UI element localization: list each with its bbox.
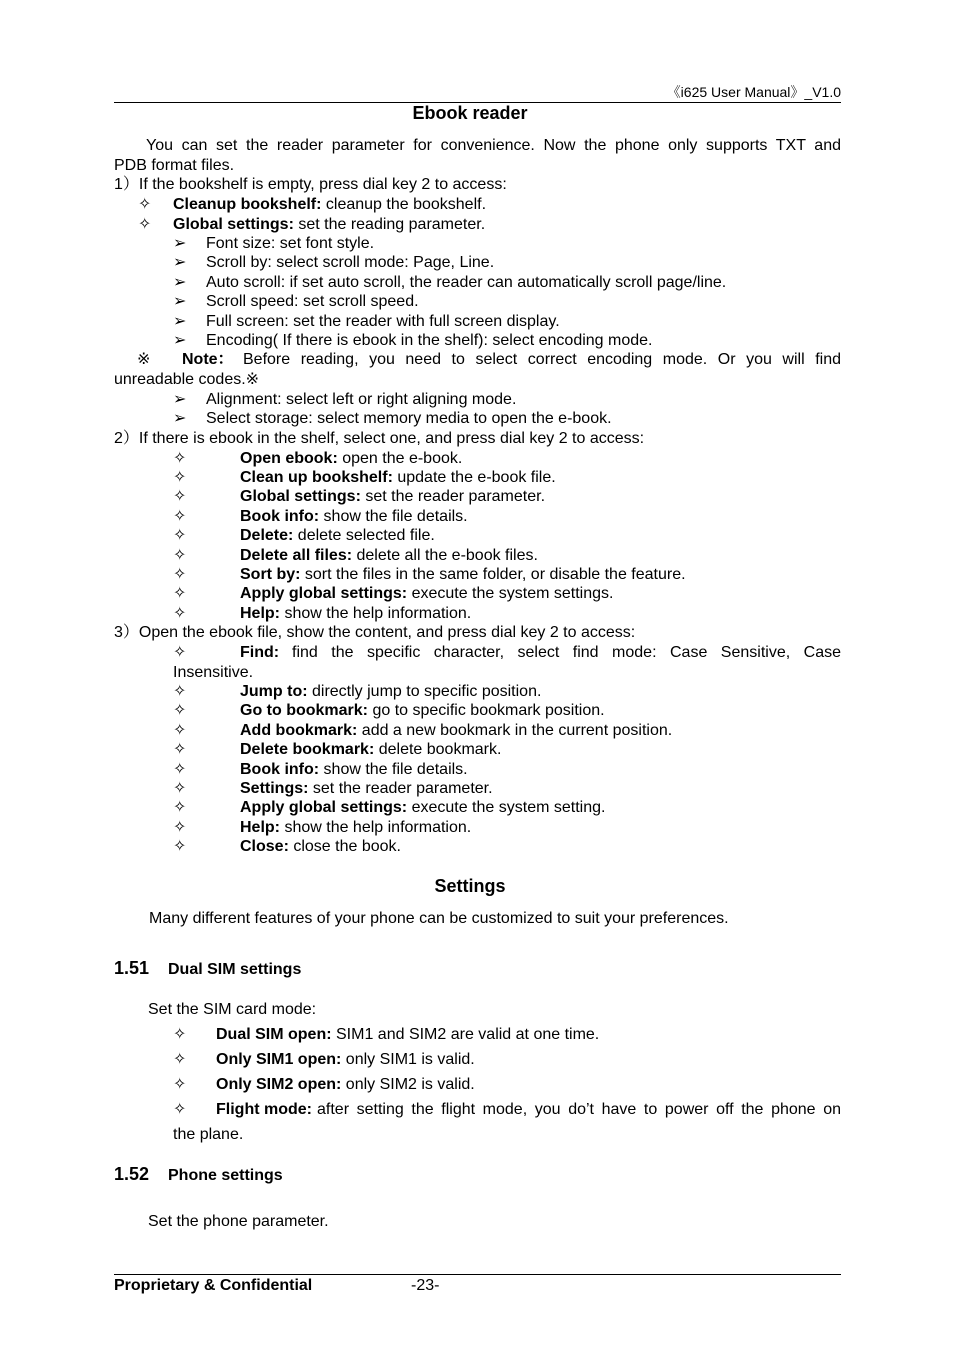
- diamond-icon: ✧: [138, 216, 152, 233]
- section-title: Phone settings: [168, 1167, 283, 1184]
- ebook-step1: 1）If the bookshelf is empty, press dial key 2 to access:: [114, 176, 507, 193]
- section-title: Dual SIM settings: [168, 961, 302, 978]
- diamond-icon: ✧: [173, 566, 187, 583]
- ebook-intro-line2: PDB format files.: [114, 157, 235, 174]
- flight-label: Flight mode:: [216, 1101, 312, 1118]
- sub-list-item: Auto scroll: if set auto scroll, the reader can automatically scroll page/line.: [206, 274, 727, 291]
- arrow-icon: ➢: [173, 332, 187, 349]
- list-item: Delete: delete selected file.: [240, 527, 435, 544]
- settings-intro: Many different features of your phone can be customized to suit your preferences.: [149, 910, 729, 927]
- find-text: find the specific character, select find mode: Case Sensitive, Case: [292, 644, 841, 661]
- arrow-icon: ➢: [173, 391, 187, 408]
- section-number: 1.51: [114, 958, 150, 978]
- list-item: Help: show the help information.: [240, 819, 472, 836]
- ebook-step3: 3）Open the ebook file, show the content, and press dial key 2 to access:: [114, 624, 636, 641]
- section-number: 1.52: [114, 1164, 150, 1184]
- list-item: Global settings: set the reader parameter.: [240, 488, 546, 505]
- diamond-icon: ✧: [173, 585, 187, 602]
- list-item: Close: close the book.: [240, 838, 401, 855]
- footer-rule: [114, 1274, 841, 1275]
- diamond-icon: ✧: [173, 799, 187, 816]
- diamond-icon: ✧: [173, 780, 187, 797]
- arrow-icon: ➢: [173, 235, 187, 252]
- diamond-icon: ✧: [173, 488, 187, 505]
- diamond-icon: ✧: [173, 722, 187, 739]
- list-item: Book info: show the file details.: [240, 761, 468, 778]
- note-line2: unreadable codes.※: [114, 371, 260, 388]
- phone-intro: Set the phone parameter.: [148, 1213, 329, 1230]
- note-line1: Before reading, you need to select correct encoding mode. Or you will find: [243, 351, 841, 368]
- list-item: Delete bookmark: delete bookmark.: [240, 741, 502, 758]
- list-item: Cleanup bookshelf: cleanup the bookshelf.: [173, 196, 487, 213]
- list-item: Book info: show the file details.: [240, 508, 468, 525]
- arrow-icon: ➢: [173, 313, 187, 330]
- diamond-icon: ✧: [173, 1026, 187, 1043]
- list-item: Clean up bookshelf: update the e-book file.: [240, 469, 556, 486]
- arrow-icon: ➢: [173, 254, 187, 271]
- sub-list-item: Full screen: set the reader with full screen display.: [206, 313, 560, 330]
- sub-list-item: Font size: set font style.: [206, 235, 375, 252]
- diamond-icon: ✧: [173, 819, 187, 836]
- flight-cont: the plane.: [173, 1126, 244, 1143]
- sub-list-item: Encoding( If there is ebook in the shelf): select encoding mode.: [206, 332, 653, 349]
- diamond-icon: ✧: [173, 761, 187, 778]
- diamond-icon: ✧: [173, 508, 187, 525]
- flight-text: after setting the flight mode, you do’t have to power off the phone on: [317, 1101, 841, 1118]
- diamond-icon: ✧: [173, 605, 187, 622]
- note-mark: ※: [137, 351, 151, 368]
- diamond-icon: ✧: [173, 1051, 187, 1068]
- dual-sim-intro: Set the SIM card mode:: [148, 1001, 317, 1018]
- diamond-icon: ✧: [138, 196, 152, 213]
- list-item: Settings: set the reader parameter.: [240, 780, 493, 797]
- diamond-icon: ✧: [173, 527, 187, 544]
- sub-list-item: Select storage: select memory media to open the e-book.: [206, 410, 612, 427]
- footer-confidential: Proprietary & Confidential: [114, 1277, 313, 1294]
- list-item: Help: show the help information.: [240, 605, 472, 622]
- diamond-icon: ✧: [173, 1101, 187, 1118]
- arrow-icon: ➢: [173, 410, 187, 427]
- note-label: Note：: [182, 351, 234, 368]
- list-item: Sort by: sort the files in the same folder, or disable the feature.: [240, 566, 686, 583]
- sub-list-item: Alignment: select left or right aligning mode.: [206, 391, 517, 408]
- ebook-intro-line1: You can set the reader parameter for convenience. Now the phone only supports TXT and: [146, 137, 841, 154]
- diamond-icon: ✧: [173, 702, 187, 719]
- list-item: Delete all files: delete all the e-book files.: [240, 547, 538, 564]
- ebook-title: Ebook reader: [412, 103, 528, 123]
- list-item: Go to bookmark: go to specific bookmark position.: [240, 702, 605, 719]
- diamond-icon: ✧: [173, 450, 187, 467]
- list-item: Jump to: directly jump to specific position.: [240, 683, 542, 700]
- find-cont: Insensitive.: [173, 664, 254, 681]
- settings-title: Settings: [434, 876, 506, 896]
- list-item: Only SIM1 open: only SIM1 is valid.: [216, 1051, 475, 1068]
- arrow-icon: ➢: [173, 293, 187, 310]
- diamond-icon: ✧: [173, 838, 187, 855]
- manual-header: 《i625 User Manual》_V1.0: [666, 84, 841, 100]
- ebook-step2: 2）If there is ebook in the shelf, select one, and press dial key 2 to access:: [114, 430, 645, 447]
- list-item: Global settings: set the reading parameter.: [173, 216, 486, 233]
- sub-list-item: Scroll speed: set scroll speed.: [206, 293, 419, 310]
- diamond-icon: ✧: [173, 741, 187, 758]
- list-item: Add bookmark: add a new bookmark in the current position.: [240, 722, 673, 739]
- diamond-icon: ✧: [173, 1076, 187, 1093]
- list-item: Apply global settings: execute the system settings.: [240, 585, 614, 602]
- arrow-icon: ➢: [173, 274, 187, 291]
- list-item: Apply global settings: execute the system setting.: [240, 799, 606, 816]
- diamond-icon: ✧: [173, 683, 187, 700]
- list-item: Only SIM2 open: only SIM2 is valid.: [216, 1076, 475, 1093]
- list-item: Dual SIM open: SIM1 and SIM2 are valid at one time.: [216, 1026, 600, 1043]
- list-item: Open ebook: open the e-book.: [240, 450, 463, 467]
- find-label: Find:: [240, 644, 280, 661]
- diamond-icon: ✧: [173, 644, 187, 661]
- diamond-icon: ✧: [173, 469, 187, 486]
- sub-list-item: Scroll by: select scroll mode: Page, Line.: [206, 254, 495, 271]
- page-number: -23-: [411, 1277, 440, 1294]
- diamond-icon: ✧: [173, 547, 187, 564]
